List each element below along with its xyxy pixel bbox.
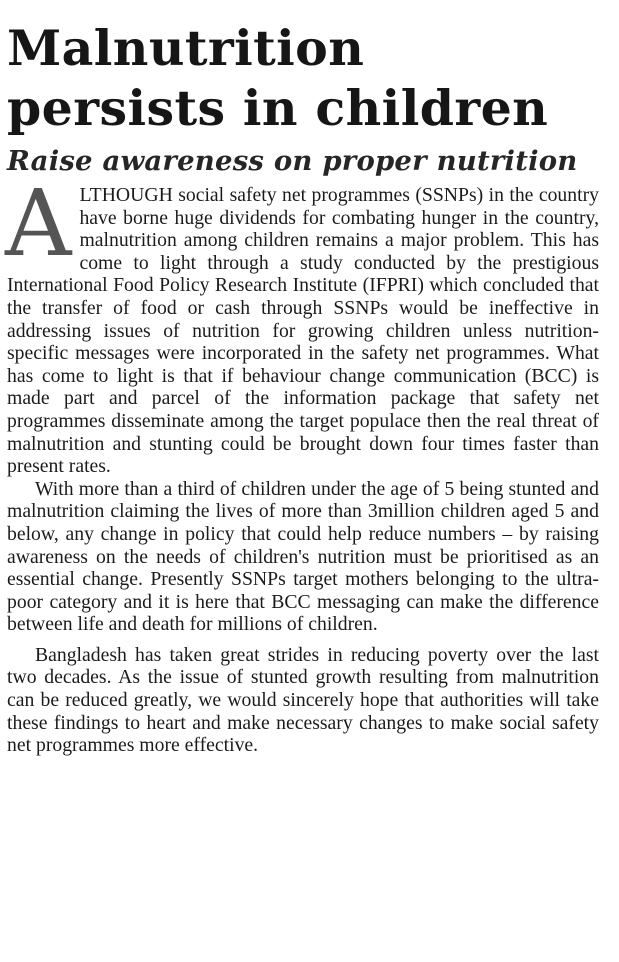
paragraph-3: Bangladesh has taken great strides in reducing poverty over the last two decades. As the issue of stunted growth resulting from malnutrition can be reduced greatly, we would sincerely hope that authorities will take these findings to heart and make necessary changes to make social safety net programmes more effective. [7,643,599,757]
paragraph-2: With more than a third of children under the age of 5 being stunted and malnutrition claiming the lives of more than 3million children aged 5 and below, any change in policy that could help reduce numbers – by raising awareness on the needs of children's nutrition must be prioritised as an essential change. Presently SSNPs target mothers belonging to the ultra-poor category and it is here that BCC messaging can make the difference between life and death for millions of children. [7,477,599,636]
editorial-article [7,0,599,757]
headline: Malnutrition persists in children [7,19,549,137]
paragraph-1-text: LTHOUGH social safety net programmes (SSNPs) in the country have borne huge dividends for combating hunger in the country, malnutrition among children remains a major problem. This has come to light through a study conducted by the prestigious International Food Policy Research Institute (IFPRI) which concluded that the transfer of food or cash through SSNPs would be ineffective in addressing issues of nutrition for growing children unless nutrition-specific messages were incorporated in the safety net programmes. What has come to light is that if behaviour change communication (BCC) is made part and parcel of the information package that safety net programmes disseminate among the target populace then the real threat of malnutrition and stunting could be brought down four times faster than present rates. [7,184,599,478]
paragraph-1 [5,170,599,478]
drop-cap: A [5,170,72,277]
article-body [5,170,599,757]
subheadline: Raise awareness on proper nutrition [7,145,578,177]
